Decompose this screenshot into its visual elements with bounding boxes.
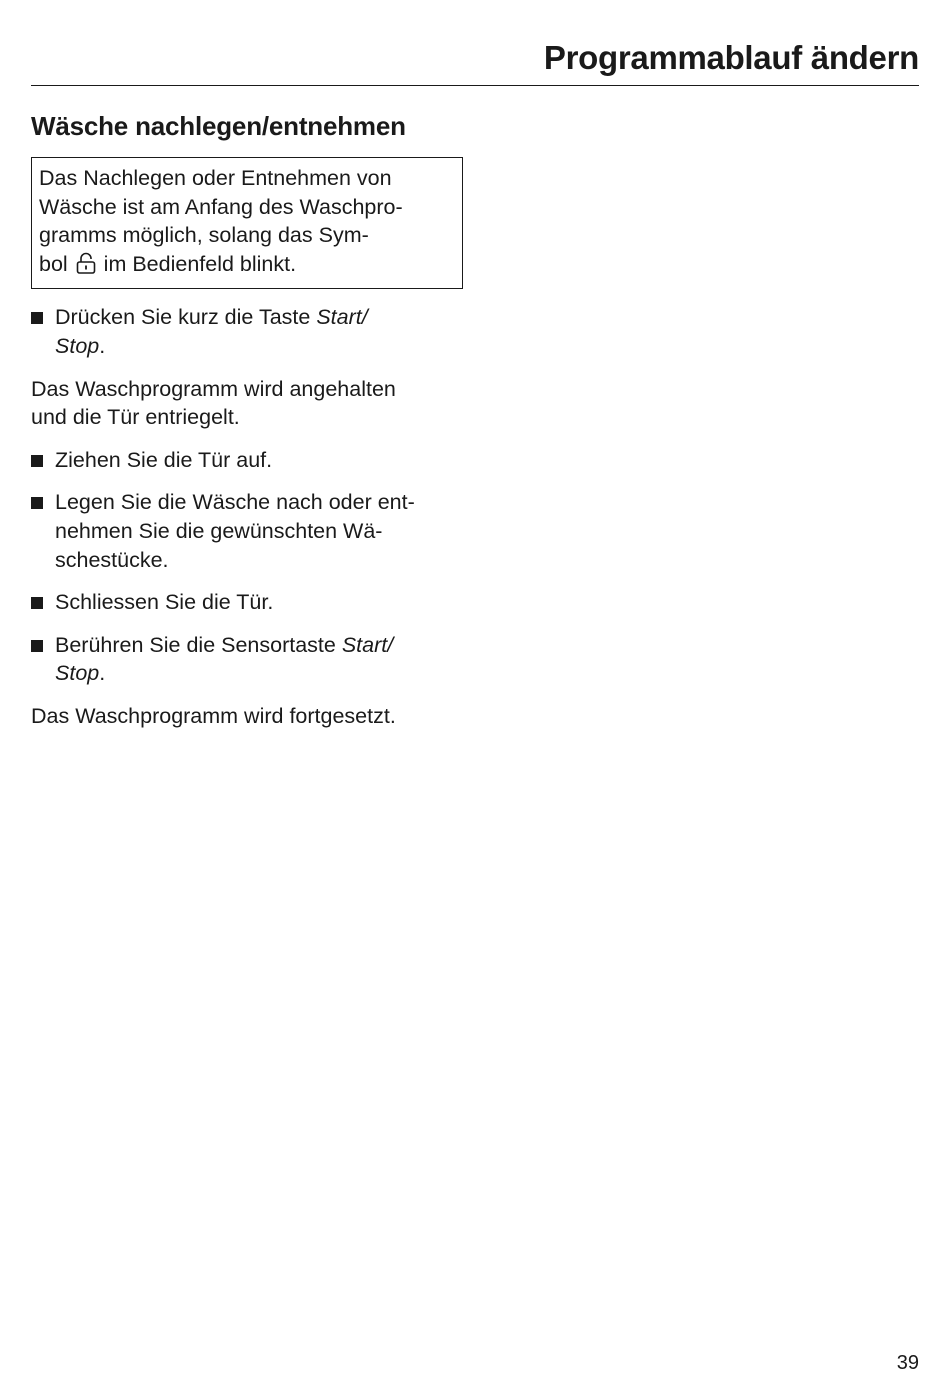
main-content xyxy=(31,108,471,745)
button-reference: Stop xyxy=(55,661,100,686)
step-text: Legen Sie die Wäsche nach oder ent- xyxy=(55,490,415,515)
note-box xyxy=(31,157,463,289)
step-text: . xyxy=(99,333,106,358)
step-text: schestücke. xyxy=(55,547,169,572)
note-line xyxy=(39,164,455,193)
square-bullet-icon xyxy=(31,497,43,509)
page-number: 39 xyxy=(896,1352,919,1374)
step-text: Berühren Sie die Sensortaste xyxy=(55,632,342,657)
step-text: nehmen Sie die gewünschten Wä- xyxy=(55,518,383,543)
note-line xyxy=(39,221,455,250)
note-text: Wäsche ist am Anfang des Waschpro- xyxy=(39,194,403,219)
button-reference: Start/ xyxy=(341,632,394,657)
square-bullet-icon xyxy=(31,455,43,467)
note-line xyxy=(39,250,455,282)
button-reference: Stop xyxy=(55,333,100,358)
note-text: gramms möglich, solang das Sym- xyxy=(39,223,369,248)
square-bullet-icon xyxy=(31,597,43,609)
page-header xyxy=(31,36,919,86)
square-bullet-icon xyxy=(31,640,43,652)
button-reference: Start/ xyxy=(316,305,368,330)
step-text: Drücken Sie kurz die Taste xyxy=(55,305,317,330)
paragraph-text: Das Waschprogramm wird angehalten xyxy=(31,376,396,401)
paragraph-text: Das Waschprogramm wird fortgesetzt. xyxy=(31,703,396,728)
note-text: bol xyxy=(39,251,68,276)
section-title: Wäsche nachlegen/entnehmen xyxy=(31,111,406,141)
step-text: Schliessen Sie die Tür. xyxy=(55,590,274,615)
paragraph xyxy=(31,702,471,731)
note-line xyxy=(39,193,455,222)
lock-icon xyxy=(76,252,96,282)
list-item xyxy=(31,588,471,617)
paragraph xyxy=(31,375,471,432)
page-title: Programmablauf ändern xyxy=(543,39,919,76)
list-item xyxy=(31,303,471,360)
list-item xyxy=(31,446,471,475)
square-bullet-icon xyxy=(31,312,43,324)
paragraph-text: und die Tür entriegelt. xyxy=(31,405,240,430)
list-item xyxy=(31,488,471,574)
list-item xyxy=(31,631,471,688)
step-text: Ziehen Sie die Tür auf. xyxy=(55,447,273,472)
note-text: im Bedienfeld blinkt. xyxy=(103,251,297,276)
note-text: Das Nachlegen oder Entnehmen von xyxy=(39,166,392,190)
step-text: . xyxy=(99,661,106,686)
